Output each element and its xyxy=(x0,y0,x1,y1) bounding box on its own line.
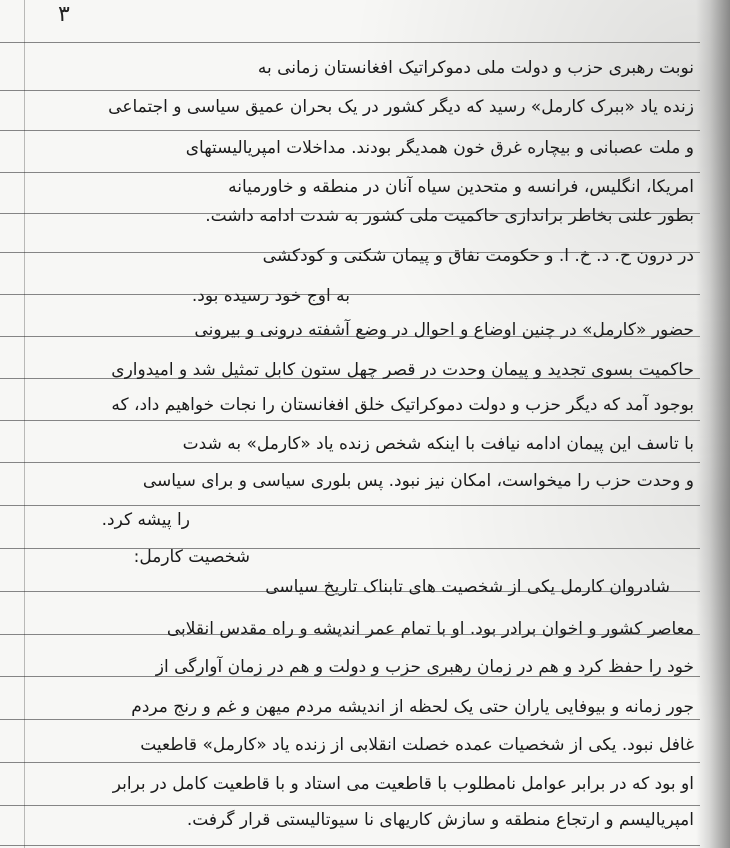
ruled-line xyxy=(0,762,700,763)
text-line: بطور علنی بخاطر براندازی حاکمیت ملی کشور به شدت ادامه داشت. xyxy=(205,206,694,226)
ruled-line xyxy=(0,462,700,463)
text-line: و وحدت حزب را میخواست، امکان نیز نبود. پس بلوری سیاسی و برای سیاسی xyxy=(142,471,694,491)
ruled-line xyxy=(0,172,700,173)
ruled-line xyxy=(0,294,700,295)
section-heading: شخصیت کارمل: xyxy=(133,547,250,567)
scan-shadow-edge xyxy=(696,0,730,848)
margin-line xyxy=(24,0,25,848)
page-number: ۳ xyxy=(58,2,70,27)
text-line: او بود که در برابر عوامل نامطلوب با قاطعیت می استاد و با قاطعیت کامل در برابر xyxy=(112,774,694,794)
text-line: امریکا، انگلیس، فرانسه و متحدین سیاه آنان در منطقه و خاورمیانه xyxy=(228,177,694,197)
text-line: زنده یاد «ببرک کارمل» رسید که دیگر کشور در یک بحران عمیق سیاسی و اجتماعی xyxy=(108,97,694,117)
ruled-line xyxy=(0,548,700,549)
text-line: در درون ح. د. خ. ا. و حکومت نفاق و پیمان شکنی و کودکشی xyxy=(262,246,694,266)
text-line: جور زمانه و بیوفایی یاران حتی یک لحظه از اندیشه مردم میهن و غم و رنج مردم xyxy=(131,697,694,717)
ruled-line xyxy=(0,845,700,846)
text-line: را پیشه کرد. xyxy=(101,510,190,530)
text-line: نوبت رهبری حزب و دولت ملی دموکراتیک افغانستان زمانی به xyxy=(257,58,694,78)
ruled-line xyxy=(0,42,700,43)
text-line: با تاسف این پیمان ادامه نیافت با اینکه شخص زنده یاد «کارمل» به شدت xyxy=(182,434,694,454)
text-line: خود را حفظ کرد و هم در زمان رهبری حزب و دولت و هم در زمان آوارگی از xyxy=(155,657,694,677)
text-line: معاصر کشور و اخوان برادر بود. او با تمام عمر اندیشه و راه مقدس انقلابی xyxy=(166,619,694,639)
text-line: شادروان کارمل یکی از شخصیت های تابناک تاریخ سیاسی xyxy=(265,577,670,597)
ruled-line xyxy=(0,420,700,421)
text-line: به اوج خود رسیده بود. xyxy=(191,286,350,306)
text-line: حاکمیت بسوی تجدید و پیمان وحدت در قصر چهل ستون کابل تمثیل شد و امیدواری xyxy=(111,360,694,380)
ruled-line xyxy=(0,90,700,91)
text-line: بوجود آمد که دیگر حزب و دولت دموکراتیک خلق افغانستان را نجات خواهیم داد، که xyxy=(111,395,694,415)
text-line: حضور «کارمل» در چنین اوضاع و احوال در وضع آشفته درونی و بیرونی xyxy=(194,320,694,340)
ruled-line xyxy=(0,805,700,806)
ruled-line xyxy=(0,505,700,506)
text-line: و ملت عصبانی و بیچاره غرق خون همدیگر بودند. مداخلات امپریالیستهای xyxy=(185,138,694,158)
text-line: امپریالیسم و ارتجاع منطقه و سازش کاریهای نا سیوتالیستی قرار گرفت. xyxy=(186,810,694,830)
ruled-line xyxy=(0,130,700,131)
text-line: غافل نبود. یکی از شخصیات عمده خصلت انقلابی از زنده یاد «کارمل» قاطعیت xyxy=(140,735,694,755)
ruled-line xyxy=(0,719,700,720)
